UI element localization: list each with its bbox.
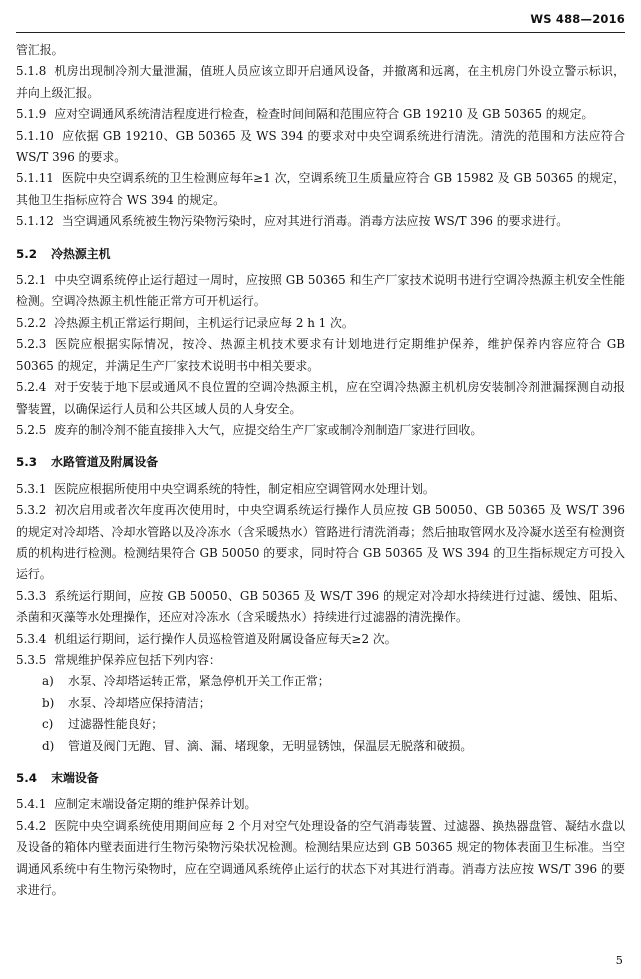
clause-number: 5.1.8 — [16, 64, 47, 79]
clause-text: 医院应根据所使用中央空调系统的特性，制定相应空调管网水处理计划。 — [54, 481, 435, 496]
clause-text: 医院应根据实际情况，按冷、热源主机技术要求有计划地进行定期维护保养，维护保养内容应符合 GB 50365 的规定，并满足生产厂家技术说明书中相关要求。 — [16, 337, 625, 373]
clause-5-1-9 — [16, 104, 625, 125]
list-item-b — [16, 693, 625, 714]
clause-text: 医院中央空调系统使用期间应每 2 个月对空气处理设备的空气消毒装置、过滤器、换热器盘管、凝结水盘以及设备的箱体内壁表面进行生物污染物污染状况检测。检测结果应达到 GB 50365 规定的物体表面卫生标准。当空调通风系统中有生物污染物时，应在空调通风系统停止运行的状态下对其进行消毒。消毒方法应按 WS/T 396 的要求进行。 — [16, 818, 625, 898]
section-heading-5-4: 5.4 末端设备 — [16, 771, 99, 785]
clause-5-4-1 — [16, 794, 625, 815]
standard-code-header: WS 488—2016 — [530, 12, 625, 26]
clause-5-2-2 — [16, 313, 625, 334]
clause-5-1-12 — [16, 211, 625, 232]
clause-number: 5.2.3 — [16, 337, 47, 352]
list-item-c — [16, 714, 625, 735]
clause-text: 废弃的制冷剂不能直接排入大气，应提交给生产厂家或制冷剂制造厂家进行回收。 — [54, 422, 483, 437]
clause-text: 机组运行期间，运行操作人员巡检管道及附属设备应每天≥2 次。 — [54, 631, 397, 646]
clause-number: 5.2.5 — [16, 422, 47, 437]
clause-5-1-8 — [16, 61, 625, 104]
list-marker: c) — [42, 717, 54, 732]
list-marker: d) — [42, 738, 55, 753]
clause-text: 冷热源主机正常运行期间，主机运行记录应每 2 h 1 次。 — [54, 315, 354, 330]
clause-number: 5.1.9 — [16, 107, 47, 122]
clause-5-2-3 — [16, 334, 625, 377]
clause-text: 中央空调系统停止运行超过一周时，应按照 GB 50365 和生产厂家技术说明书进行空调冷热源主机安全性能检测。空调冷热源主机性能正常方可开机运行。 — [16, 273, 625, 309]
clause-5-2-1 — [16, 270, 625, 313]
clause-5-3-2 — [16, 500, 625, 586]
clause-number: 5.1.11 — [16, 171, 54, 186]
clause-number: 5.3.4 — [16, 631, 47, 646]
clause-number: 5.3.1 — [16, 481, 47, 496]
clause-text: 当空调通风系统被生物污染物污染时，应对其进行消毒。消毒方法应按 WS/T 396 的要求进行。 — [61, 214, 569, 229]
list-text: 管道及阀门无跑、冒、滴、漏、堵现象，无明显锈蚀，保温层无脱落和破损。 — [68, 738, 473, 753]
list-marker: b) — [42, 695, 55, 710]
header-rule — [16, 32, 625, 33]
list-item-d — [16, 736, 625, 757]
clause-text: 机房出现制冷剂大量泄漏，值班人员应该立即开启通风设备，并撤离和远离，在主机房门外设立警示标识，并向上级汇报。 — [16, 64, 625, 100]
clause-text: 系统运行期间，应按 GB 50050、GB 50365 及 WS/T 396 的规定对冷却水持续进行过滤、缓蚀、阻垢、杀菌和灭藻等水处理操作，还应对冷冻水（含采暖热水）持续进行过滤器的清洗操作。 — [16, 588, 625, 625]
clause-number: 5.3.2 — [16, 503, 47, 518]
clause-text: 应依据 GB 19210、GB 50365 及 WS 394 的要求对中央空调系统进行清洗。清洗的范围和方法应符合 WS/T 396 的要求。 — [16, 128, 625, 165]
clause-5-2-4 — [16, 377, 625, 420]
clause-number: 5.4.1 — [16, 797, 47, 812]
clause-text: 对于安装于地下层或通风不良位置的空调冷热源主机，应在空调冷热源主机机房安装制冷剂泄漏探测自动报警装置，以确保运行人员和公共区域人员的人身安全。 — [16, 380, 625, 416]
clause-number: 5.3.3 — [16, 588, 47, 603]
clause-text: 初次启用或者次年度再次使用时，中央空调系统运行操作人员应按 GB 50050、GB 50365 及 WS/T 396 的规定对冷却塔、冷却水管路以及冷冻水（含采暖热水）管路进行清洗消毒；然后抽取管网水及冷凝水送至有检测资质的机构进行检测。检测结果符合 GB 50050 的要求，同时符合 GB 50365 及 WS 394 的卫生指标规定方可投入运行。 — [16, 503, 625, 582]
clause-5-3-4 — [16, 629, 625, 650]
section-heading-5-2: 5.2 冷热源主机 — [16, 246, 111, 261]
clause-5-2-5 — [16, 420, 625, 441]
clause-number: 5.1.10 — [16, 128, 54, 143]
clause-5-3-5 — [16, 650, 625, 671]
clause-text: 医院中央空调系统的卫生检测应每年≥1 次，空调系统卫生质量应符合 GB 15982 及 GB 50365 的规定，其他卫生指标应符合 WS 394 的规定。 — [16, 171, 625, 207]
clause-5-3-1 — [16, 479, 625, 500]
list-text: 水泵、冷却塔运转正常，紧急停机开关工作正常； — [68, 674, 330, 689]
clause-5-1-10 — [16, 126, 625, 169]
clause-5-3-3 — [16, 586, 625, 629]
clause-number: 5.2.4 — [16, 380, 47, 395]
clause-number: 5.2.1 — [16, 273, 47, 288]
page-number: 5 — [615, 953, 623, 967]
list-marker: a) — [42, 674, 54, 689]
clause-number: 5.2.2 — [16, 315, 47, 330]
list-text: 水泵、冷却塔应保持清洁； — [68, 695, 211, 710]
clause-5-4-2 — [16, 816, 625, 902]
section-heading-5-3: 5.3 水路管道及附属设备 — [16, 455, 159, 470]
clause-number: 5.4.2 — [16, 818, 47, 833]
clause-text: 应制定末端设备定期的维护保养计划。 — [54, 797, 257, 812]
list-text: 过滤器性能良好； — [68, 717, 164, 732]
list-item-a — [16, 671, 625, 692]
clause-5-1-11 — [16, 168, 625, 211]
clause-continuation: 管汇报。 — [16, 43, 64, 57]
clause-number: 5.3.5 — [16, 652, 47, 667]
clause-text: 应对空调通风系统清洁程度进行检查，检查时间间隔和范围应符合 GB 19210 及 GB 50365 的规定。 — [54, 107, 594, 122]
document-body — [16, 40, 625, 901]
clause-text: 常规维护保养应包括下列内容： — [54, 652, 221, 667]
clause-number: 5.1.12 — [16, 214, 54, 229]
